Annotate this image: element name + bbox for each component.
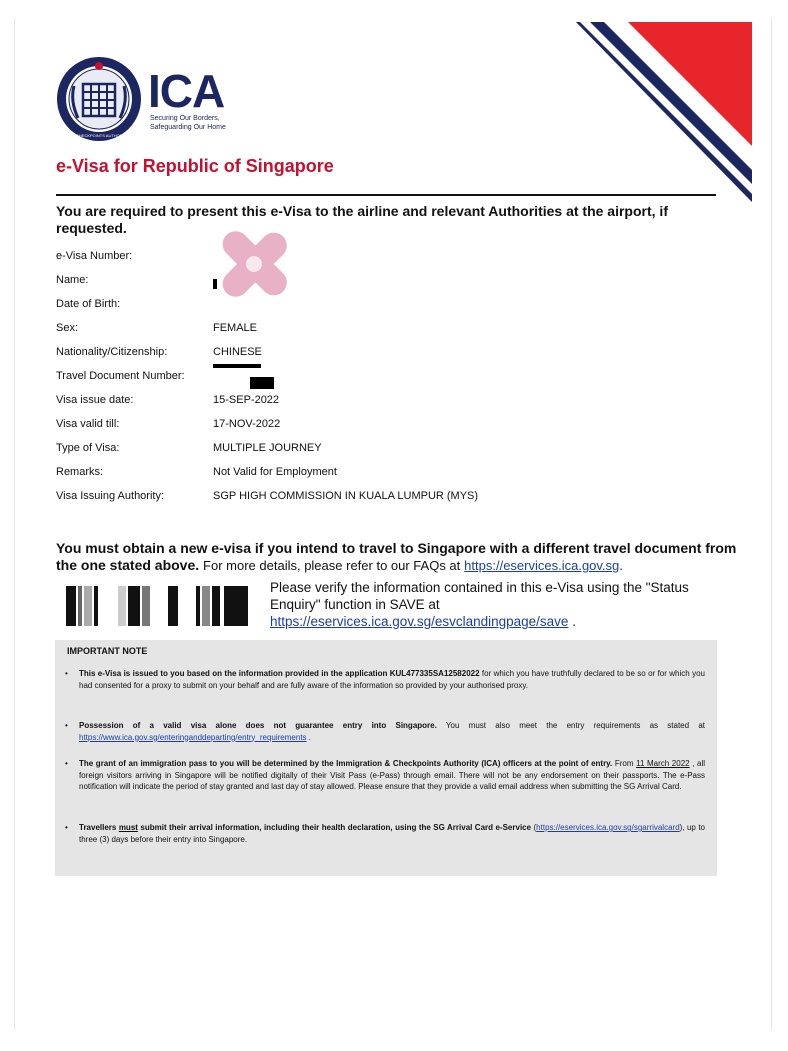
field-value: SGP HIGH COMMISSION IN KUALA LUMPUR (MYS) — [213, 490, 479, 502]
sg-arrival-card-link[interactable]: https://eservices.ica.gov.sg/sgarrivalcard — [536, 823, 680, 832]
brand-tagline — [150, 114, 260, 132]
field-label: Name: — [56, 274, 89, 286]
new-evisa-bold: You must obtain a new e-visa if you intend to travel to Singapore with a different travel document from the one stated above. — [56, 540, 737, 573]
field-label: Visa Issuing Authority: — [56, 490, 165, 502]
field-date-of-birth — [56, 298, 656, 322]
note-from: From — [612, 759, 637, 768]
field-visa-issue-date — [56, 394, 656, 418]
tagline-line2: Safeguarding Our Home — [150, 124, 226, 131]
field-nationality — [56, 346, 656, 370]
field-type-of-visa — [56, 442, 656, 466]
visa-details — [56, 250, 656, 514]
bullet-dot: • — [65, 721, 68, 730]
important-note-box — [55, 640, 717, 876]
important-note-title: IMPORTANT NOTE — [67, 646, 148, 656]
note-item — [65, 758, 705, 793]
note-text — [79, 822, 705, 845]
ica-logo — [44, 56, 256, 146]
note-text — [79, 668, 705, 691]
note-bold: This e-Visa is issued to you based on the information provided in the application KUL477335SA12582022 — [79, 669, 480, 678]
note-rest: You must also meet the entry requirements as stated at — [436, 721, 705, 730]
field-label: Sex: — [56, 322, 79, 334]
field-visa-valid-till — [56, 418, 656, 442]
field-sex — [56, 322, 656, 346]
field-remarks — [56, 466, 656, 490]
note-item — [65, 668, 705, 691]
faq-end: . — [619, 558, 623, 573]
note-bold: submit their arrival information, including their health declaration, using the SG Arrival Card e-Service — [137, 823, 532, 832]
field-label: Visa issue date: — [56, 394, 134, 406]
field-value: Not Valid for Employment — [213, 466, 337, 478]
note-text — [79, 720, 705, 743]
note-item — [65, 720, 705, 743]
field-label: Travel Document Number: — [56, 370, 185, 382]
field-label: e-Visa Number: — [56, 250, 133, 262]
note-item — [65, 822, 705, 845]
faq-link[interactable]: https://eservices.ica.gov.sg — [464, 558, 620, 573]
divider — [56, 194, 716, 196]
note-bold: Possession of a valid visa alone does not guarantee entry into Singapore. — [79, 721, 437, 730]
field-label: Date of Birth: — [56, 298, 121, 310]
verify-end: . — [572, 614, 576, 629]
brand-name: ICA — [148, 65, 225, 117]
bullet-dot: • — [65, 823, 68, 832]
field-value: FEMALE — [213, 322, 258, 334]
tagline-line1: Securing Our Borders, — [150, 115, 220, 122]
field-value: MULTIPLE JOURNEY — [213, 442, 322, 454]
note-text — [79, 758, 705, 793]
emblem-ring-text: IMMIGRATION & CHECKPOINTS AUTHORITY SINGAPORE — [44, 133, 154, 138]
watermark-stamp-icon — [212, 222, 296, 306]
field-value: 15-SEP-2022 — [213, 394, 280, 406]
field-evisa-number — [56, 250, 656, 274]
entry-requirements-link[interactable]: https://www.ica.gov.sg/enteringanddeparting/entry_requirements — [79, 732, 307, 742]
redaction-nationality — [213, 364, 261, 368]
barcode-icon — [66, 586, 250, 626]
field-value: 17-NOV-2022 — [213, 418, 281, 430]
verify-text: Please verify the information contained in this e-Visa using the "Status Enquiry" function in SAVE at — [270, 580, 689, 612]
field-issuing-authority — [56, 490, 656, 514]
field-name — [56, 274, 656, 298]
bullet-dot: • — [65, 759, 68, 768]
ica-emblem-icon — [44, 56, 154, 142]
field-travel-document-number — [56, 370, 656, 394]
field-label: Type of Visa: — [56, 442, 120, 454]
note-date: 11 March 2022 — [636, 759, 690, 768]
note-rest: , all foreign visitors arriving in Singapore will be notified digitally of their Visit Pass (e-Pass) through email. There will not be any endorsement on their passports. The e-Pass notification will indicate the period of stay granted and last day of stay allowed. Please ensure that they provide a valid email address when submitting the SG Arrival Card. — [79, 759, 706, 791]
bullet-dot: • — [65, 669, 68, 678]
note-rest: ), up to three (3) days before their entry into Singapore. — [79, 823, 705, 844]
note-rest: for which you have truthfully declared to be so or for which you had consented for a proxy to submit on your behalf and are fully aware of the information so provided by your authorised proxy. — [79, 669, 705, 690]
field-value: CHINESE — [213, 346, 262, 358]
note-bold: Travellers — [79, 823, 119, 832]
field-label: Remarks: — [56, 466, 104, 478]
note-must: must — [118, 823, 138, 832]
note-open: ( — [531, 823, 537, 832]
presentation-notice: You are required to present this e-Visa to the airline and relevant Authorities at the airport, if requested. — [56, 203, 668, 236]
note-end: . — [306, 732, 311, 742]
save-link[interactable]: https://eservices.ica.gov.sg/esvclandingpage/save — [270, 614, 569, 629]
verify-instructions — [270, 579, 720, 630]
page-title: e-Visa for Republic of Singapore — [56, 156, 334, 176]
note-bold: The grant of an immigration pass to you will be determined by the Immigration & Checkpoints Authority (ICA) officers at the point of entry. — [79, 759, 613, 768]
corner-stripes — [576, 22, 752, 202]
field-label: Nationality/Citizenship: — [56, 346, 168, 358]
field-label: Visa valid till: — [56, 418, 120, 430]
new-evisa-notice — [56, 540, 746, 574]
faq-text: For more details, please refer to our FAQs at — [203, 558, 461, 573]
redaction-document-number — [250, 377, 274, 389]
